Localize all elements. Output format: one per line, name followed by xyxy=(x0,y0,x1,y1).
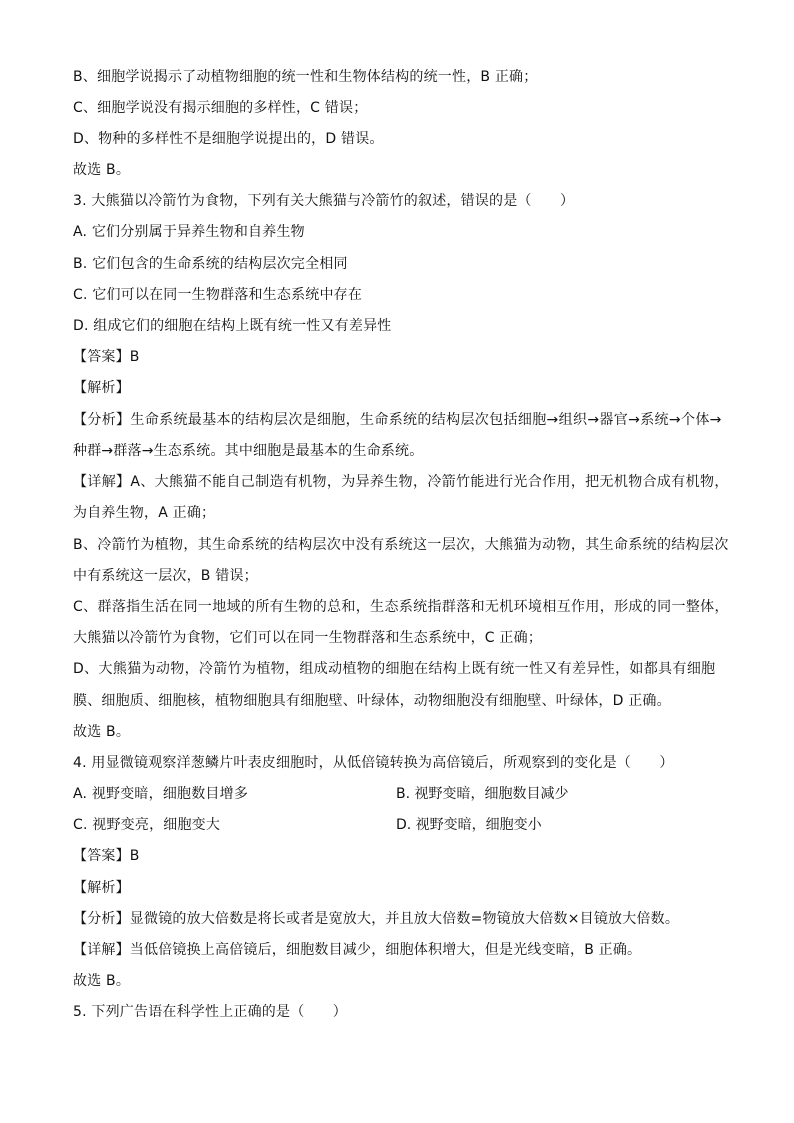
question-3-analysis-heading: 【解析】 xyxy=(73,380,130,396)
question-3-detail-line-4: 中有系统这一层次，B 错误； xyxy=(73,568,258,584)
question-4-option-b: B. 视野变暗，细胞数目减少 xyxy=(396,786,569,802)
question-5-stem: 5. 下列广告语在科学性上正确的是（ ） xyxy=(73,1004,348,1020)
explanation-line-c: C、细胞学说没有揭示细胞的多样性，C 错误； xyxy=(73,100,368,116)
question-4-answer: 【答案】B xyxy=(73,848,140,864)
explanation-line-b: B、细胞学说揭示了动植物细胞的统一性和生物体结构的统一性，B 正确； xyxy=(73,69,538,85)
question-3-stem: 3. 大熊猫以冷箭竹为食物，下列有关大熊猫与冷箭竹的叙述，错误的是（ ） xyxy=(73,193,575,209)
question-4-option-c: C. 视野变亮，细胞变大 xyxy=(73,817,221,833)
question-3-detail-line-2: 为自养生物，A 正确； xyxy=(73,505,216,521)
question-3-option-a: A. 它们分别属于异养生物和自养生物 xyxy=(73,224,305,240)
question-3-analysis-line-1: 【分析】生命系统最基本的结构层次是细胞，生命系统的结构层次包括细胞→组织→器官→系统→个体→ xyxy=(73,412,722,428)
question-3-option-c: C. 它们可以在同一生物群落和生态系统中存在 xyxy=(73,287,363,303)
question-3-detail-line-5: C、群落指生活在同一地域的所有生物的总和，生态系统指群落和无机环境相互作用，形成的同一整体， xyxy=(73,599,729,615)
question-4-option-a: A. 视野变暗，细胞数目增多 xyxy=(73,786,249,802)
explanation-line-d: D、物种的多样性不是细胞学说提出的，D 错误。 xyxy=(73,131,384,147)
question-4-analysis-heading: 【解析】 xyxy=(73,880,130,896)
question-3-option-d: D. 组成它们的细胞在结构上既有统一性又有差异性 xyxy=(73,318,392,334)
question-3-answer: 【答案】B xyxy=(73,349,140,365)
question-3-detail-line-3: B、冷箭竹为植物，其生命系统的结构层次中没有系统这一层次，大熊猫为动物，其生命系统的结构层次 xyxy=(73,537,729,553)
question-3-option-b: B. 它们包含的生命系统的结构层次完全相同 xyxy=(73,256,348,272)
question-4-detail-line: 【详解】当低倍镜换上高倍镜后，细胞数目减少，细胞体积增大，但是光线变暗，B 正确。 xyxy=(73,942,642,958)
question-3-analysis-line-2: 种群→群落→生态系统。其中细胞是最基本的生命系统。 xyxy=(73,443,424,459)
question-3-detail-line-1: 【详解】A、大熊猫不能自己制造有机物，为异养生物，冷箭竹能进行光合作用，把无机物合成有机物， xyxy=(73,474,729,490)
question-4-stem: 4. 用显微镜观察洋葱鳞片叶表皮细胞时，从低倍镜转换为高倍镜后，所观察到的变化是（ ） xyxy=(73,755,674,771)
question-3-conclusion: 故选 B。 xyxy=(73,724,131,740)
question-3-detail-line-6: 大熊猫以冷箭竹为食物，它们可以在同一生物群落和生态系统中，C 正确； xyxy=(73,630,543,646)
conclusion-line: 故选 B。 xyxy=(73,162,131,178)
question-4-conclusion: 故选 B。 xyxy=(73,973,131,989)
question-4-analysis-line: 【分析】显微镜的放大倍数是将长或者是宽放大，并且放大倍数=物镜放大倍数×目镜放大倍数。 xyxy=(73,911,680,927)
question-4-option-d: D. 视野变暗，细胞变小 xyxy=(396,817,542,833)
question-3-detail-line-8: 膜、细胞质、细胞核，植物细胞具有细胞壁、叶绿体，动物细胞没有细胞壁、叶绿体，D 正确。 xyxy=(73,693,671,709)
question-3-detail-line-7: D、大熊猫为动物，冷箭竹为植物，组成动植物的细胞在结构上既有统一性又有差异性，如都具有细胞 xyxy=(73,661,716,677)
